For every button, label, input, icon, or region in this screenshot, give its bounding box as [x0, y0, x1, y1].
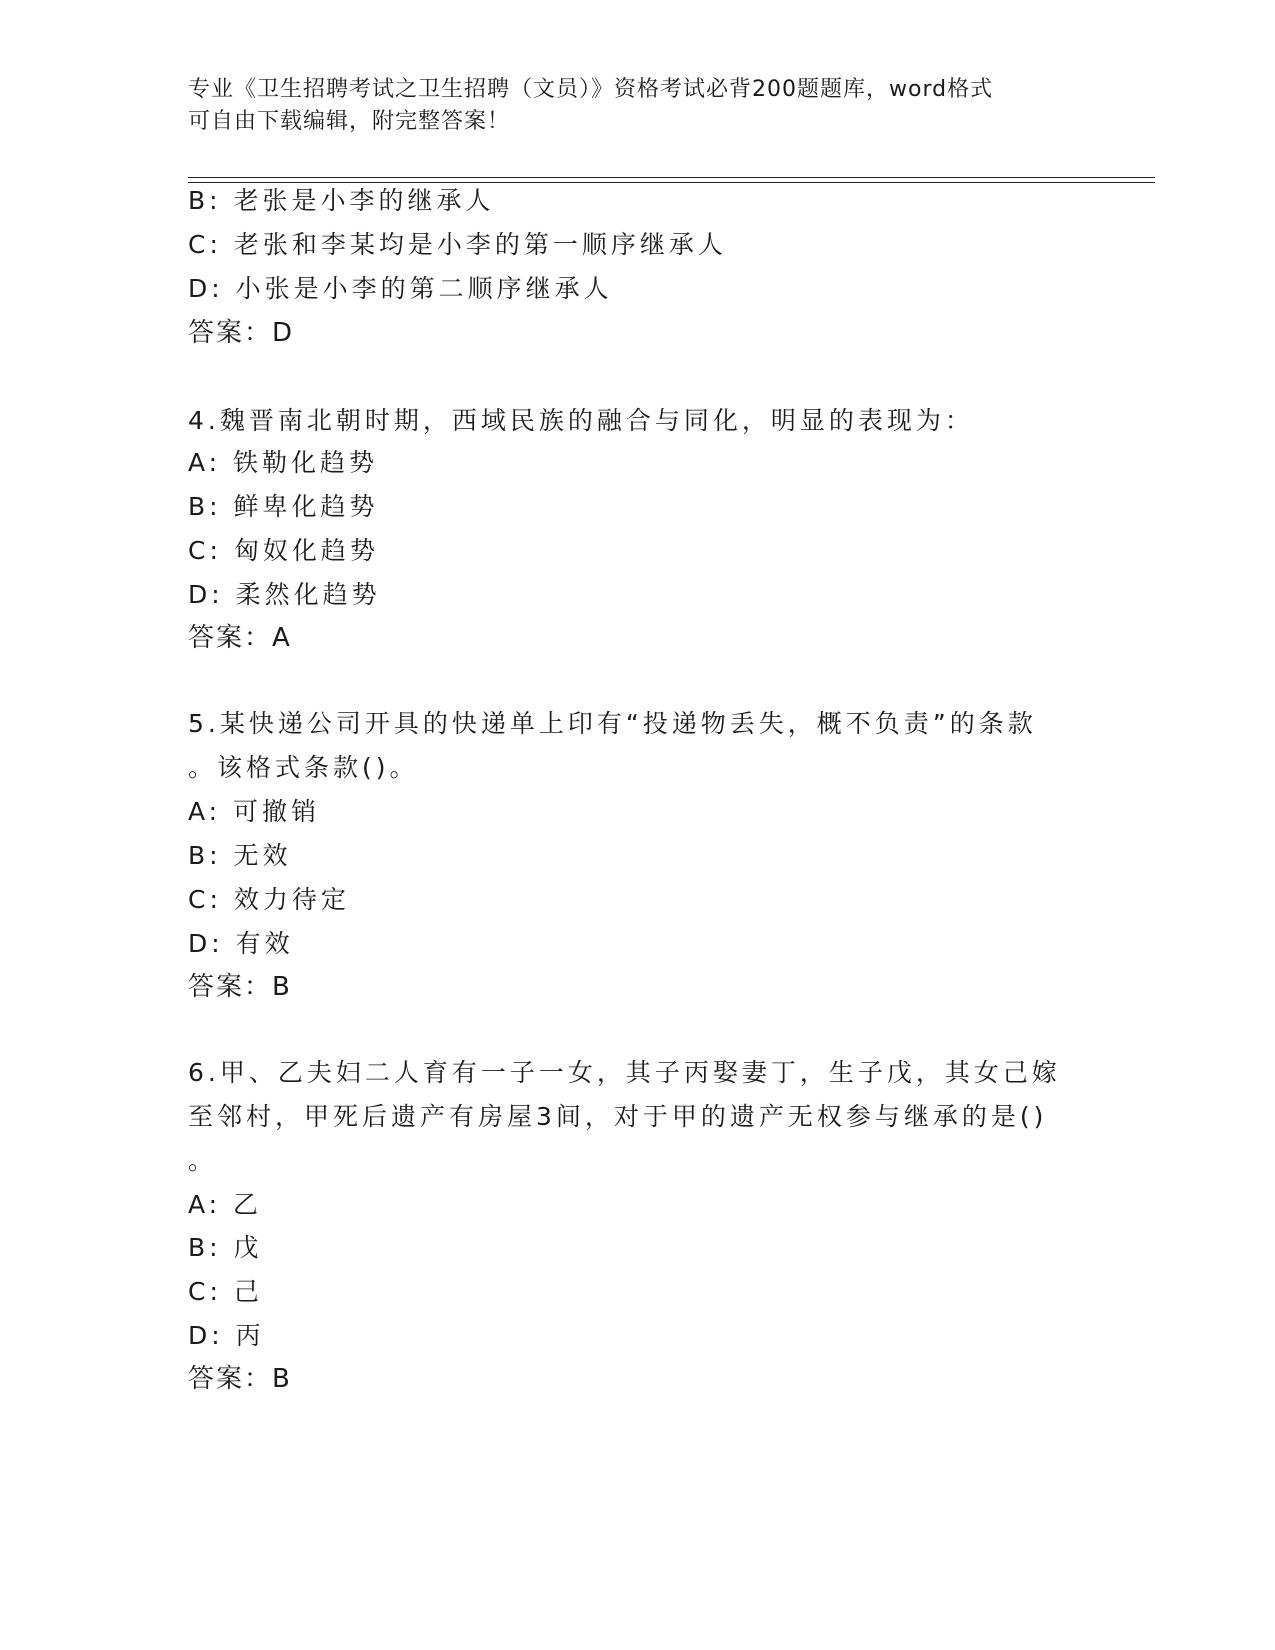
- header-divider-top: [188, 177, 1155, 178]
- q5-option-d: D: 有效: [188, 929, 294, 958]
- q4-answer: 答案：A: [188, 623, 292, 653]
- q6-option-a: A: 乙: [188, 1190, 263, 1219]
- q6-stem-line-3: 。: [188, 1146, 218, 1175]
- header-line-1: 专业《卫生招聘考试之卫生招聘（文员）》资格考试必背200题题库，word格式: [188, 77, 994, 102]
- q5-answer: 答案：B: [188, 972, 292, 1002]
- document-header: [188, 74, 1068, 138]
- q6-answer: 答案：B: [188, 1364, 292, 1394]
- q4-stem: 4.魏晋南北朝时期，西域民族的融合与同化，明显的表现为：: [188, 406, 974, 435]
- q4-option-d: D: 柔然化趋势: [188, 580, 381, 609]
- q6-option-b: B: 戊: [188, 1233, 263, 1262]
- q3-option-c: C: 老张和李某均是小李的第一顺序继承人: [188, 230, 727, 259]
- q6-option-c: C: 己: [188, 1277, 263, 1306]
- q5-option-c: C: 效力待定: [188, 885, 350, 914]
- q4-option-b: B: 鲜卑化趋势: [188, 492, 379, 521]
- header-divider-bottom: [188, 182, 1155, 183]
- q4-option-a: A: 铁勒化趋势: [188, 448, 379, 477]
- q4-option-c: C: 匈奴化趋势: [188, 536, 379, 565]
- q6-option-d: D: 丙: [188, 1321, 265, 1350]
- q5-option-b: B: 无效: [188, 841, 292, 870]
- q3-option-d: D: 小张是小李的第二顺序继承人: [188, 274, 613, 303]
- q3-answer: 答案：D: [188, 318, 295, 348]
- q6-stem-line-1: 6.甲、乙夫妇二人育有一子一女，其子丙娶妻丁，生子戊，其女己嫁: [188, 1058, 1061, 1087]
- q6-stem-line-2: 至邻村，甲死后遗产有房屋3间，对于甲的遗产无权参与继承的是(): [188, 1102, 1048, 1131]
- q3-option-b: B: 老张是小李的继承人: [188, 186, 495, 215]
- q5-stem-line-2: 。该格式条款()。: [188, 753, 419, 782]
- header-line-2: 可自由下载编辑，附完整答案！: [188, 109, 511, 134]
- q5-option-a: A: 可撤销: [188, 797, 321, 826]
- q5-stem-line-1: 5.某快递公司开具的快递单上印有“投递物丢失，概不负责”的条款: [188, 709, 1037, 738]
